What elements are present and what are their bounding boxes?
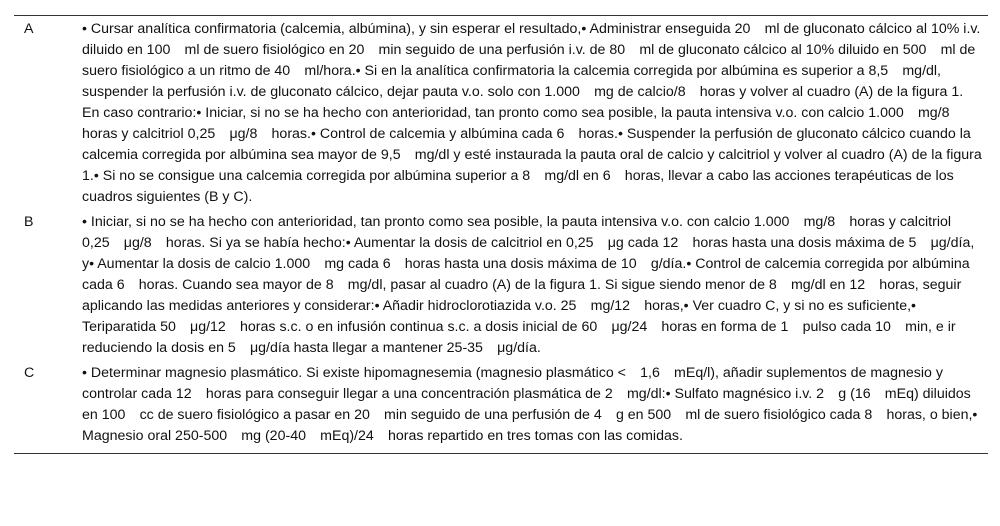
row-text: • Determinar magnesio plasmático. Si existe hipomagnesemia (magnesio plasmático < 1,6 mEq/l), añadir suplementos de magnesio y controlar cada 12 horas para conseguir llegar a una concentración plasmática de 2 mg/dl:• Sulfato magnésico i.v. 2 g (16 mEq) diluidos en 100 cc de suero fisiológico a pasar en 20 min seguido de una perfusión de 4 g en 500 ml de suero fisiológico cada 8 horas, o bien,• Magnesio oral 250-500 mg (20-40 mEq)/24 horas repartido en tres tomas con las comidas. bbox=[82, 365, 982, 444]
row-label: C bbox=[24, 365, 35, 381]
row-label: A bbox=[24, 21, 34, 37]
table-row-b bbox=[14, 210, 988, 361]
table-row-c bbox=[14, 361, 988, 453]
row-label: B bbox=[24, 214, 34, 230]
table-row-a bbox=[14, 16, 988, 210]
row-text: • Iniciar, si no se ha hecho con anterioridad, tan pronto como sea posible, la pauta intensiva v.o. con calcio 1.000 mg/8 horas y calcitriol 0,25 μg/8 horas. Si ya se había hecho:• Aumentar la dosis de calcitriol en 0,25 μg cada 12 horas hasta una dosis máxima de 5 μg/día, y• Aumentar la dosis de calcio 1.000 mg cada 6 horas hasta una dosis máxima de 10 g/día.• Control de calcemia corregida por albúmina cada 6 horas. Cuando sea mayor de 8 mg/dl, pasar al cuadro (A) de la figura 1. Si sigue siendo menor de 8 mg/dl en 12 horas, seguir aplicando las medidas anteriores y considerar:• Añadir hidroclorotiazida v.o. 25 mg/12 horas,• Ver cuadro C, y si no es suficiente,• Teriparatida 50 μg/12 horas s.c. o en infusión continua s.c. a dosis inicial de 60 μg/24 horas en forma de 1 pulso cada 10 min, e ir reduciendo la dosis en 5 μg/día hasta llegar a mantener 25-35 μg/día. bbox=[82, 214, 979, 356]
row-text: • Cursar analítica confirmatoria (calcemia, albúmina), y sin esperar el resultado,• Administrar enseguida 20 ml de gluconato cálcico al 10% i.v. diluido en 100 ml de suero fisiológico en 20 min seguido de una perfusión i.v. de 80 ml de gluconato cálcico al 10% diluido en 500 ml de suero fisiológico a un ritmo de 40 ml/hora.• Si en la analítica confirmatoria la calcemia corregida por albúmina es superior a 8,5 mg/dl, suspender la perfusión i.v. de gluconato cálcico, dejar pauta v.o. solo con 1.000 mg de calcio/8 horas y volver al cuadro (A) de la figura 1. En caso contrario:• Iniciar, si no se ha hecho con anterioridad, tan pronto como sea posible, la pauta intensiva v.o. con calcio 1.000 mg/8 horas y calcitriol 0,25 μg/8 horas.• Control de calcemia y albúmina cada 6 horas.• Suspender la perfusión de gluconato cálcico cuando la calcemia corregida por albúmina sea mayor de 9,5 mg/dl y esté instaurada la pauta oral de calcio y calcitriol y volver al cuadro (A) de la figura 1.• Si no se consigue una calcemia corregida por albúmina superior a 8 mg/dl en 6 horas, llevar a cabo las acciones terapéuticas de los cuadros siguientes (B y C). bbox=[82, 21, 986, 205]
treatment-table bbox=[14, 15, 988, 454]
